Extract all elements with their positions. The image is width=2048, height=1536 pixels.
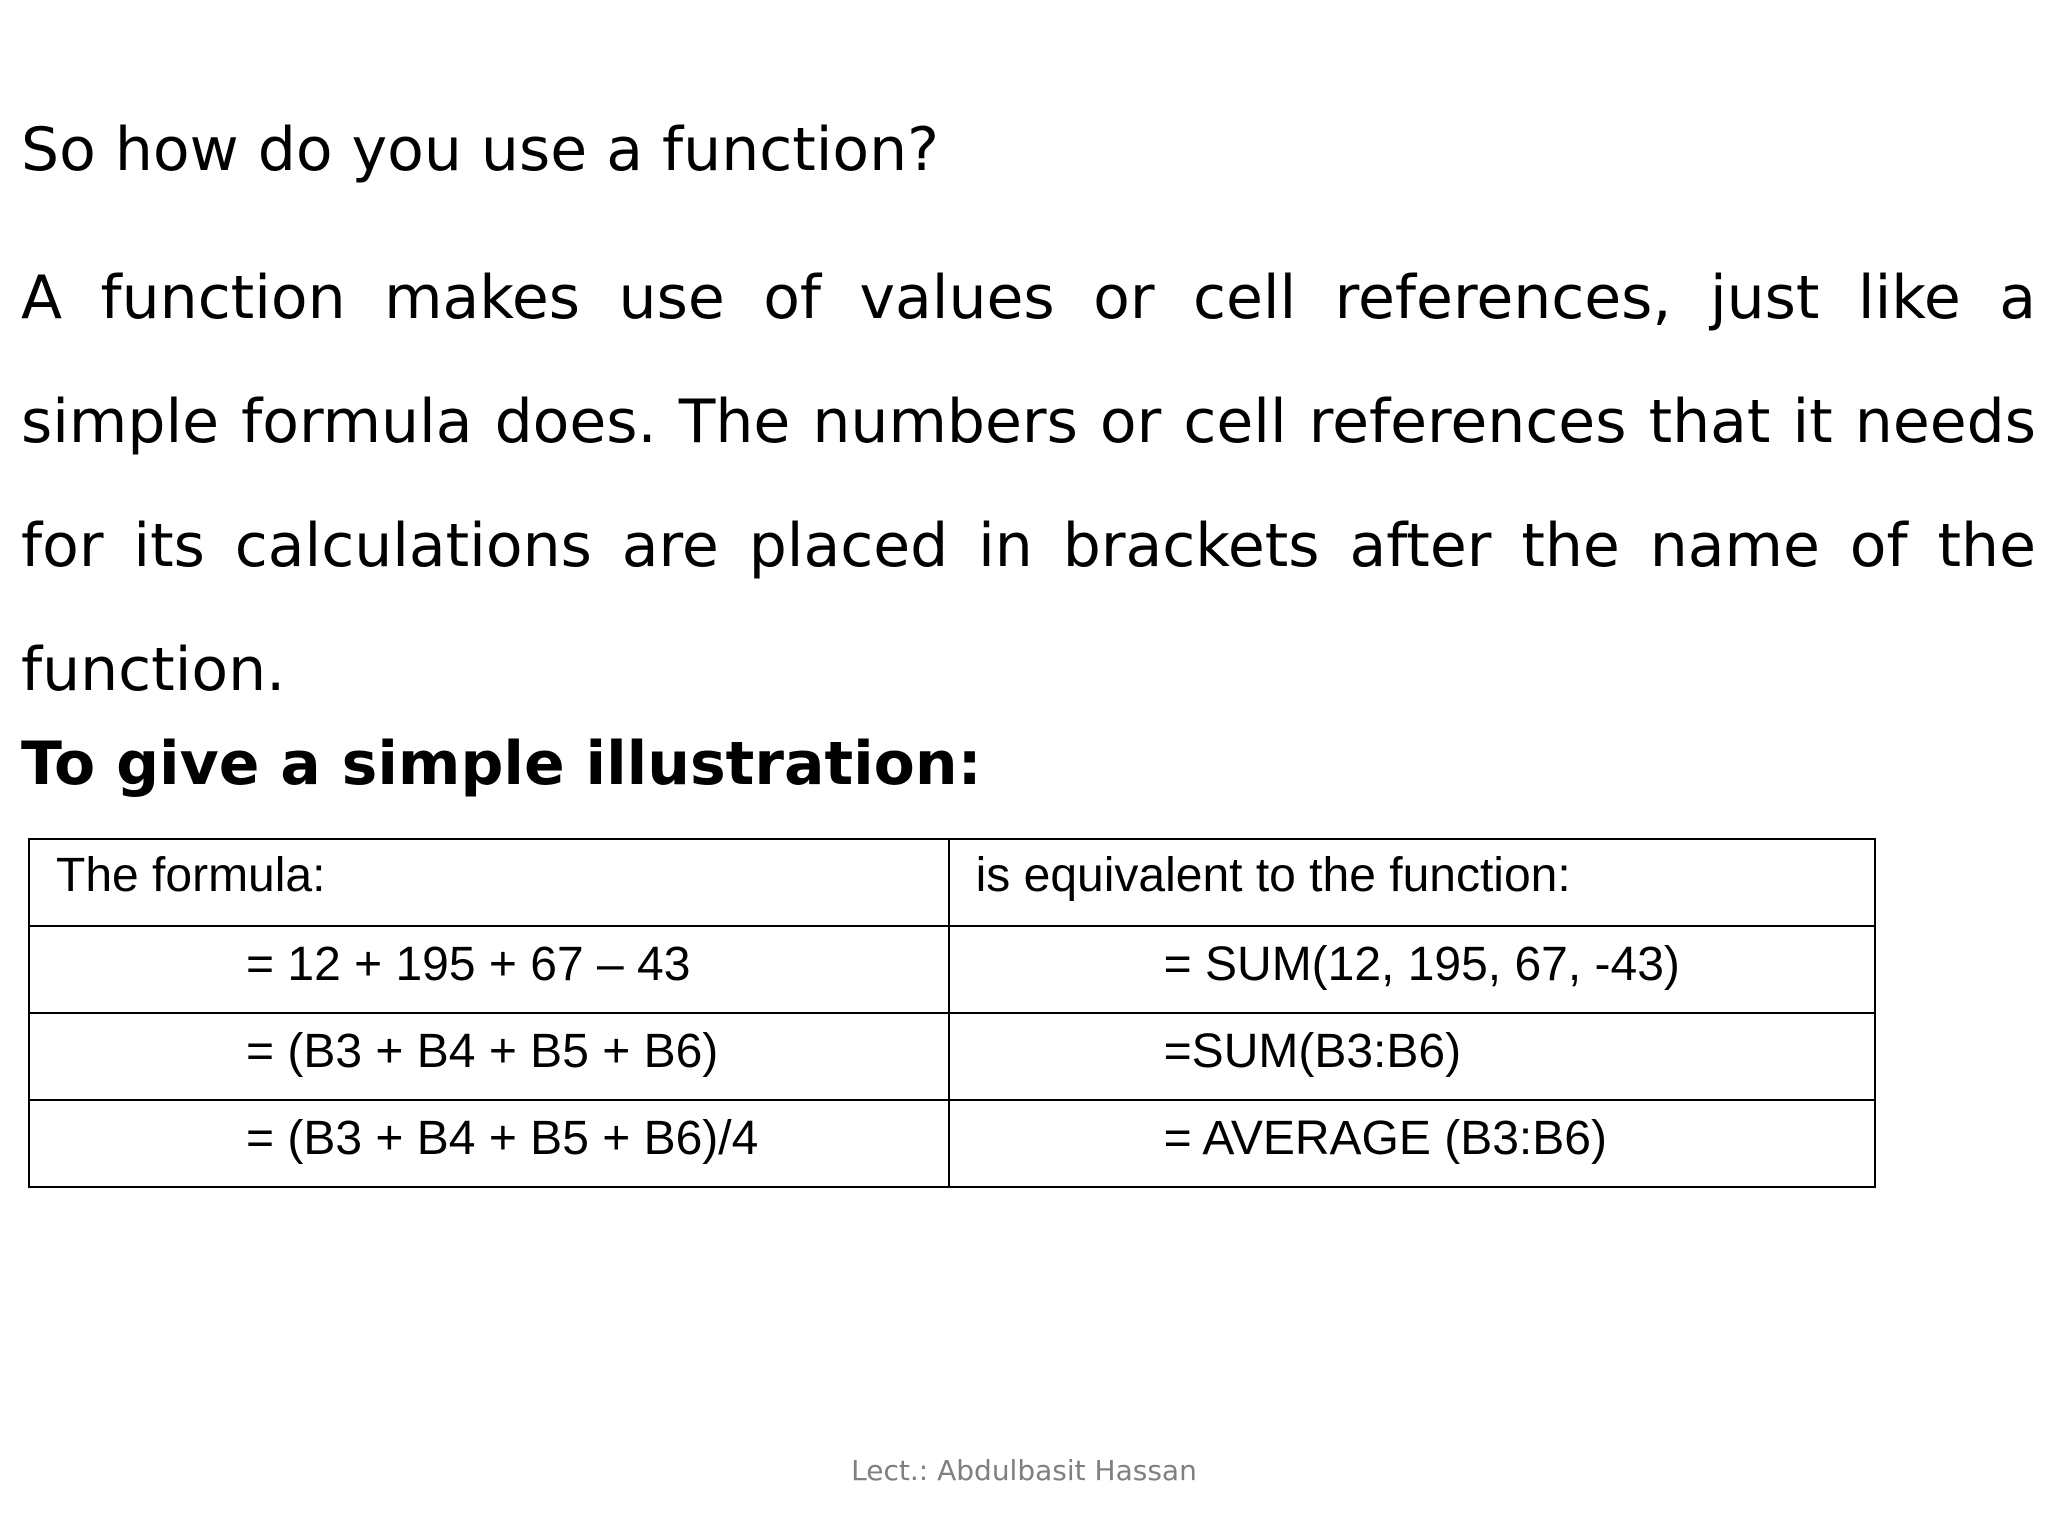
illustration-table bbox=[28, 838, 1876, 1188]
function-text: =SUM(B3:B6) bbox=[1163, 1025, 1462, 1078]
table-row bbox=[29, 926, 1875, 1013]
question-heading: So how do you use a function? bbox=[21, 115, 939, 185]
table-header-row bbox=[29, 839, 1875, 926]
table-row bbox=[29, 1100, 1875, 1187]
header-formula-label: The formula: bbox=[56, 849, 326, 902]
header-function-label: is equivalent to the function: bbox=[975, 849, 1571, 902]
formula-text: = 12 + 195 + 67 – 43 bbox=[246, 938, 691, 991]
header-function bbox=[949, 839, 1875, 926]
illustration-heading: To give a simple illustration: bbox=[21, 729, 982, 799]
formula-text: = (B3 + B4 + B5 + B6) bbox=[246, 1025, 719, 1078]
function-cell bbox=[949, 926, 1875, 1013]
formula-cell bbox=[29, 1013, 949, 1100]
function-text: = AVERAGE (B3:B6) bbox=[1163, 1112, 1607, 1165]
function-cell bbox=[949, 1013, 1875, 1100]
formula-cell bbox=[29, 926, 949, 1013]
body-paragraph: A function makes use of values or cell references, just like a simple formula does. The numbers or cell references that it needs for its calculations are placed in brackets after the name of the function. bbox=[21, 263, 2036, 705]
formula-text: = (B3 + B4 + B5 + B6)/4 bbox=[246, 1112, 759, 1165]
footer-lecturer: Lect.: Abdulbasit Hassan bbox=[851, 1454, 1197, 1487]
header-formula bbox=[29, 839, 949, 926]
formula-cell bbox=[29, 1100, 949, 1187]
table-row bbox=[29, 1013, 1875, 1100]
function-cell bbox=[949, 1100, 1875, 1187]
function-text: = SUM(12, 195, 67, -43) bbox=[1163, 938, 1680, 991]
